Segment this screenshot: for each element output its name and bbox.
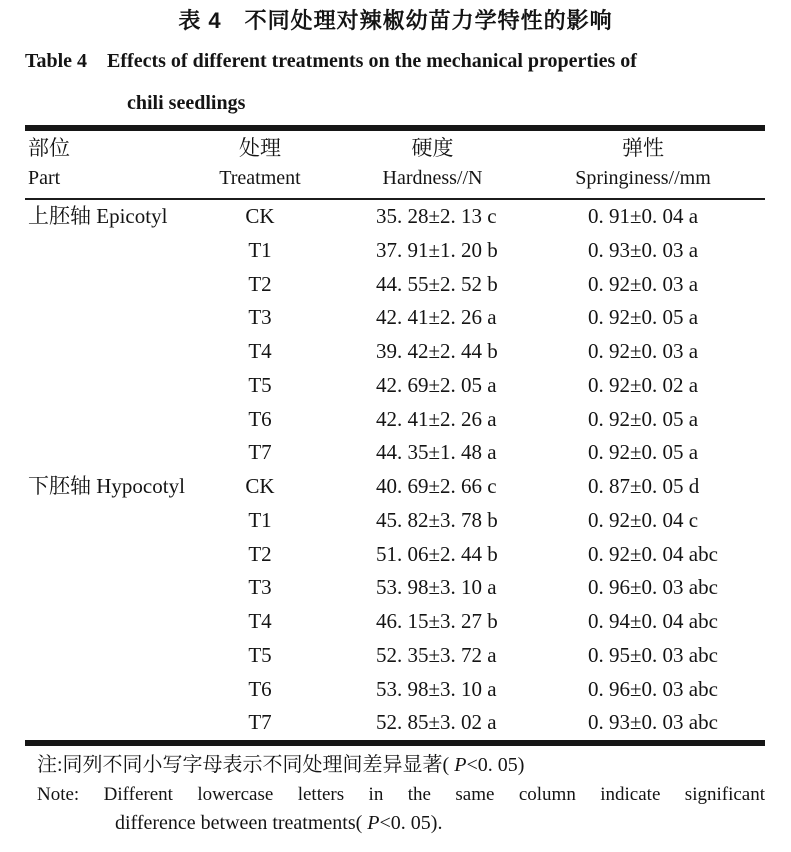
springiness-cell: 0. 92±0. 04 abc bbox=[588, 541, 718, 566]
springiness-cell: 0. 92±0. 03 a bbox=[588, 339, 699, 363]
springiness-cell: 0. 95±0. 03 abc bbox=[588, 642, 718, 667]
part-cell bbox=[25, 335, 210, 369]
treatment-cell: T4 bbox=[248, 609, 272, 633]
note-en-pvalue: <0. 05). bbox=[379, 812, 443, 834]
part-cell bbox=[25, 234, 210, 268]
springiness-cell: 0. 93±0. 03 abc bbox=[588, 710, 718, 735]
header-hardness-zh: 硬度 bbox=[411, 136, 454, 160]
hardness-cell: 52. 85±3. 02 a bbox=[376, 710, 497, 735]
table-row bbox=[25, 335, 765, 369]
note-zh bbox=[37, 750, 765, 780]
springiness-cell: 0. 92±0. 05 a bbox=[588, 440, 699, 465]
part-cell bbox=[25, 268, 210, 302]
table-row bbox=[25, 673, 765, 707]
treatment-cell: T3 bbox=[248, 575, 272, 600]
treatment-cell: T7 bbox=[248, 710, 272, 735]
springiness-cell: 0. 94±0. 04 abc bbox=[588, 609, 718, 633]
treatment-cell: CK bbox=[245, 474, 275, 498]
hardness-cell: 44. 55±2. 52 b bbox=[376, 271, 498, 296]
table-bottom-rule bbox=[25, 740, 765, 746]
treatment-cell: T5 bbox=[248, 642, 272, 667]
note-zh-text: 注:同列不同小写字母表示不同处理间差异显著( bbox=[37, 754, 455, 776]
treatment-cell: T3 bbox=[248, 305, 272, 330]
hardness-cell: 52. 35±3. 72 a bbox=[376, 642, 497, 667]
note-zh-pvalue: <0. 05) bbox=[466, 754, 525, 776]
table-row bbox=[25, 706, 765, 740]
header-part-zh: 部位 bbox=[28, 136, 70, 160]
note-zh-p-symbol: P bbox=[454, 754, 467, 776]
table-title-en-line2: chili seedlings bbox=[127, 92, 246, 114]
hardness-cell: 40. 69±2. 66 c bbox=[376, 474, 497, 498]
part-cell: 下胚轴 Hypocotyl bbox=[28, 474, 185, 498]
table-row bbox=[25, 234, 765, 268]
part-cell bbox=[25, 369, 210, 403]
table-row bbox=[25, 639, 765, 673]
table-row bbox=[25, 504, 765, 538]
part-cell bbox=[25, 571, 210, 605]
springiness-cell: 0. 93±0. 03 a bbox=[588, 237, 699, 262]
hardness-cell: 51. 06±2. 44 b bbox=[376, 541, 498, 566]
part-cell bbox=[25, 673, 210, 707]
data-table bbox=[25, 131, 765, 740]
hardness-cell: 44. 35±1. 48 a bbox=[376, 440, 497, 465]
hardness-cell: 35. 28±2. 13 c bbox=[376, 204, 497, 228]
part-cell bbox=[25, 538, 210, 572]
note-en-p-symbol: P bbox=[367, 812, 380, 834]
hardness-cell: 45. 82±3. 78 b bbox=[376, 507, 498, 532]
hardness-cell: 39. 42±2. 44 b bbox=[376, 339, 498, 363]
paper-page bbox=[0, 6, 791, 838]
part-cell bbox=[25, 706, 210, 740]
table-row bbox=[25, 605, 765, 639]
treatment-cell: T2 bbox=[248, 271, 272, 296]
hardness-cell: 46. 15±3. 27 b bbox=[376, 609, 498, 633]
part-cell bbox=[25, 301, 210, 335]
springiness-cell: 0. 92±0. 05 a bbox=[588, 305, 699, 330]
part-cell bbox=[25, 639, 210, 673]
treatment-cell: T6 bbox=[248, 406, 272, 431]
springiness-cell: 0. 92±0. 02 a bbox=[588, 372, 699, 397]
header-springiness bbox=[555, 133, 765, 198]
hardness-cell: 42. 41±2. 26 a bbox=[376, 305, 497, 330]
note-en-line1: Note: Different lowercase letters in the same column indicate significant bbox=[37, 784, 765, 805]
header-hardness bbox=[310, 133, 555, 198]
table-row bbox=[25, 369, 765, 403]
treatment-cell: T5 bbox=[248, 372, 272, 397]
springiness-cell: 0. 92±0. 04 c bbox=[588, 507, 699, 532]
header-treatment-en: Treatment bbox=[219, 167, 301, 189]
springiness-cell: 0. 96±0. 03 abc bbox=[588, 676, 718, 701]
hardness-cell: 42. 69±2. 05 a bbox=[376, 372, 497, 397]
springiness-cell: 0. 92±0. 03 a bbox=[588, 271, 699, 296]
treatment-cell: T2 bbox=[248, 541, 272, 566]
treatment-cell: T4 bbox=[248, 339, 272, 363]
treatment-cell: T1 bbox=[248, 507, 272, 532]
note-en-text: difference between treatments( bbox=[115, 812, 368, 834]
table-row bbox=[25, 538, 765, 572]
header-treatment bbox=[210, 133, 310, 198]
header-part-en: Part bbox=[28, 167, 61, 189]
table-row bbox=[25, 403, 765, 437]
header-springiness-zh: 弹性 bbox=[622, 136, 664, 160]
treatment-cell: T7 bbox=[248, 440, 272, 465]
table-title-en bbox=[25, 46, 773, 118]
table-row bbox=[25, 200, 765, 234]
table-row bbox=[25, 301, 765, 335]
table-row bbox=[25, 571, 765, 605]
springiness-cell: 0. 87±0. 05 d bbox=[588, 474, 700, 498]
hardness-cell: 37. 91±1. 20 b bbox=[376, 237, 498, 262]
table-body bbox=[25, 200, 765, 740]
hardness-cell: 42. 41±2. 26 a bbox=[376, 406, 497, 431]
table-title-en-line1: Table 4 Effects of different treatments on the mechanical properties of bbox=[25, 50, 637, 72]
table-row bbox=[25, 436, 765, 470]
springiness-cell: 0. 91±0. 04 a bbox=[588, 204, 699, 228]
part-cell bbox=[25, 605, 210, 639]
table-notes bbox=[37, 750, 765, 838]
hardness-cell: 53. 98±3. 10 a bbox=[376, 575, 497, 600]
treatment-cell: T1 bbox=[248, 237, 272, 262]
springiness-cell: 0. 96±0. 03 abc bbox=[588, 575, 718, 600]
table-row bbox=[25, 470, 765, 504]
header-treatment-zh: 处理 bbox=[239, 136, 281, 160]
note-en-line2 bbox=[37, 809, 765, 838]
treatment-cell: T6 bbox=[248, 676, 272, 701]
table-title-zh: 表 4 不同处理对辣椒幼苗力学特性的影响 bbox=[178, 8, 613, 33]
header-hardness-en: Hardness//N bbox=[382, 167, 483, 189]
table-row bbox=[25, 268, 765, 302]
part-cell bbox=[25, 504, 210, 538]
part-cell: 上胚轴 Epicotyl bbox=[28, 204, 168, 228]
hardness-cell: 53. 98±3. 10 a bbox=[376, 676, 497, 701]
header-springiness-en: Springiness//mm bbox=[575, 167, 711, 189]
part-cell bbox=[25, 403, 210, 437]
treatment-cell: CK bbox=[245, 204, 275, 228]
header-part bbox=[25, 133, 210, 198]
table-header-row bbox=[25, 131, 765, 198]
part-cell bbox=[25, 436, 210, 470]
springiness-cell: 0. 92±0. 05 a bbox=[588, 406, 699, 431]
